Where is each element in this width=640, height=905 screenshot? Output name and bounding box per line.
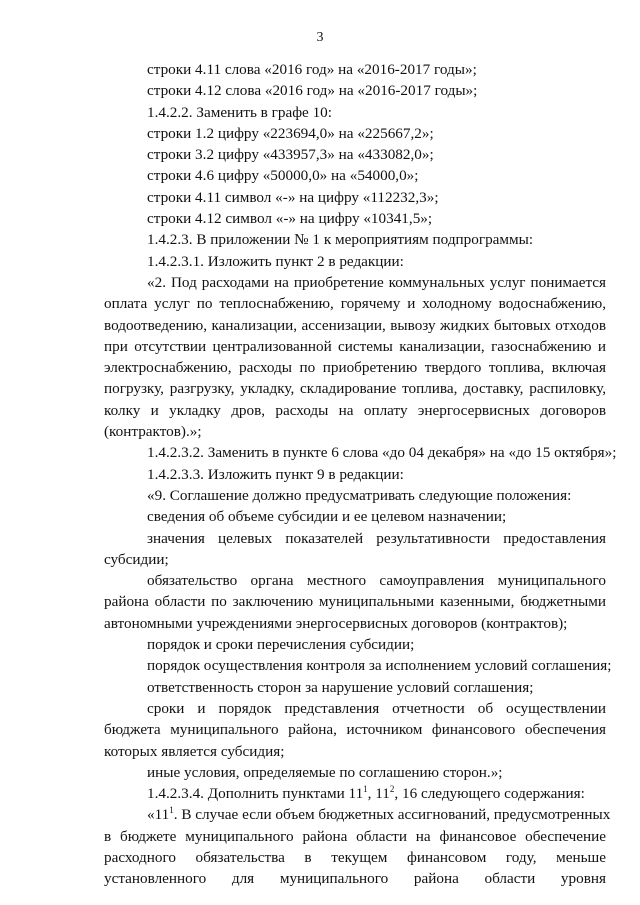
text-line: порядок осуществления контроля за исполнением условий соглашения; [147,657,612,675]
page-number: 3 [316,30,324,45]
text-line: значения целевых показателей результативности предоставления [147,529,606,547]
text-line: ответственность сторон за нарушение условий соглашения; [147,678,534,696]
superscript: 1 [169,805,174,816]
text-line: сроки и порядок представления отчетности об осуществлении [147,699,606,717]
superscript: 1 [363,784,368,795]
text-line: строки 4.11 слова «2016 год» на «2016-2017 годы»; [147,61,477,78]
text-line: «2. Под расходами на приобретение коммунальных услуг понимается [147,273,606,291]
text-line: водоотведению, канализации, ассенизации, вывозу жидких бытовых отходов [104,316,606,334]
text-line: строки 4.6 цифру «50000,0» на «54000,0»; [147,167,419,185]
text-line: при отсутствии централизованной системы канализации, газоснабжению и [104,337,606,355]
text-line: оплата услуг по теплоснабжению, горячему и холодному водоснабжению, [104,295,606,313]
text-line: бюджета муниципального района, источником финансового обеспечения [104,721,606,739]
text-fragment: , 11 [367,785,390,803]
text-line: в бюджете муниципального района области на финансовое обеспечение [104,827,606,845]
text-line [104,783,606,804]
text-fragment: 1.4.2.3.4. Дополнить пунктами 11 [147,785,364,803]
text-line: субсидии; [104,550,169,568]
text-line: 1.4.2.2. Заменить в графе 10: [147,103,332,121]
text-line: которых является субсидия; [104,742,285,760]
text-fragment: «11 [147,806,170,824]
text-line: обязательство органа местного самоуправления муниципального [147,572,606,590]
text-line: 1.4.2.3. В приложении № 1 к мероприятиям подпрограммы: [147,231,534,249]
text-line: погрузку, разгрузку, укладку, складирование топлива, доставку, распиловку, [104,380,606,398]
text-line: 1.4.2.3.3. Изложить пункт 9 в редакции: [147,465,404,483]
text-line: строки 4.12 слова «2016 год» на «2016-2017 годы»; [147,82,478,100]
text-line: строки 1.2 цифру «223694,0» на «225667,2»; [147,124,434,142]
text-line: автономными учреждениями энергосервисных договоров (контрактов); [104,614,568,632]
text-line: сведения об объеме субсидии и ее целевом назначении; [147,508,507,526]
text-line: колку и укладку дров, расходы на оплату энергосервисных договоров [104,401,606,419]
text-line [104,804,611,825]
text-line: «9. Соглашение должно предусматривать следующие положения: [147,486,572,504]
text-fragment: . В случае если объем бюджетных ассигнований, предусмотренных [173,806,611,824]
text-line: установленного для муниципального района области уровня [104,870,606,888]
text-line: порядок и сроки перечисления субсидии; [147,636,415,654]
text-line: электроснабжению, расходы по приобретению твердого топлива, включая [104,359,606,377]
text-fragment: , 16 следующего содержания: [394,785,585,803]
text-line: строки 3.2 цифру «433957,3» на «433082,0»; [147,146,434,164]
superscript: 2 [389,784,395,795]
text-line: (контрактов).»; [104,423,202,441]
text-line: иные условия, определяемые по соглашению сторон.»; [147,763,503,781]
text-line: строки 4.12 символ «-» на цифру «10341,5»; [147,210,433,228]
text-line: строки 4.11 символ «-» на цифру «112232,3»; [147,188,439,206]
text-line: района области по заключению муниципальными казенными, бюджетными [104,593,606,611]
text-line: 1.4.2.3.1. Изложить пункт 2 в редакции: [147,252,404,270]
document-body [104,59,617,890]
text-line: 1.4.2.3.2. Заменить в пункте 6 слова «до 04 декабря» на «до 15 октября»; [147,444,617,462]
text-line: расходного обязательства в текущем финансовом году, меньше [104,848,606,866]
